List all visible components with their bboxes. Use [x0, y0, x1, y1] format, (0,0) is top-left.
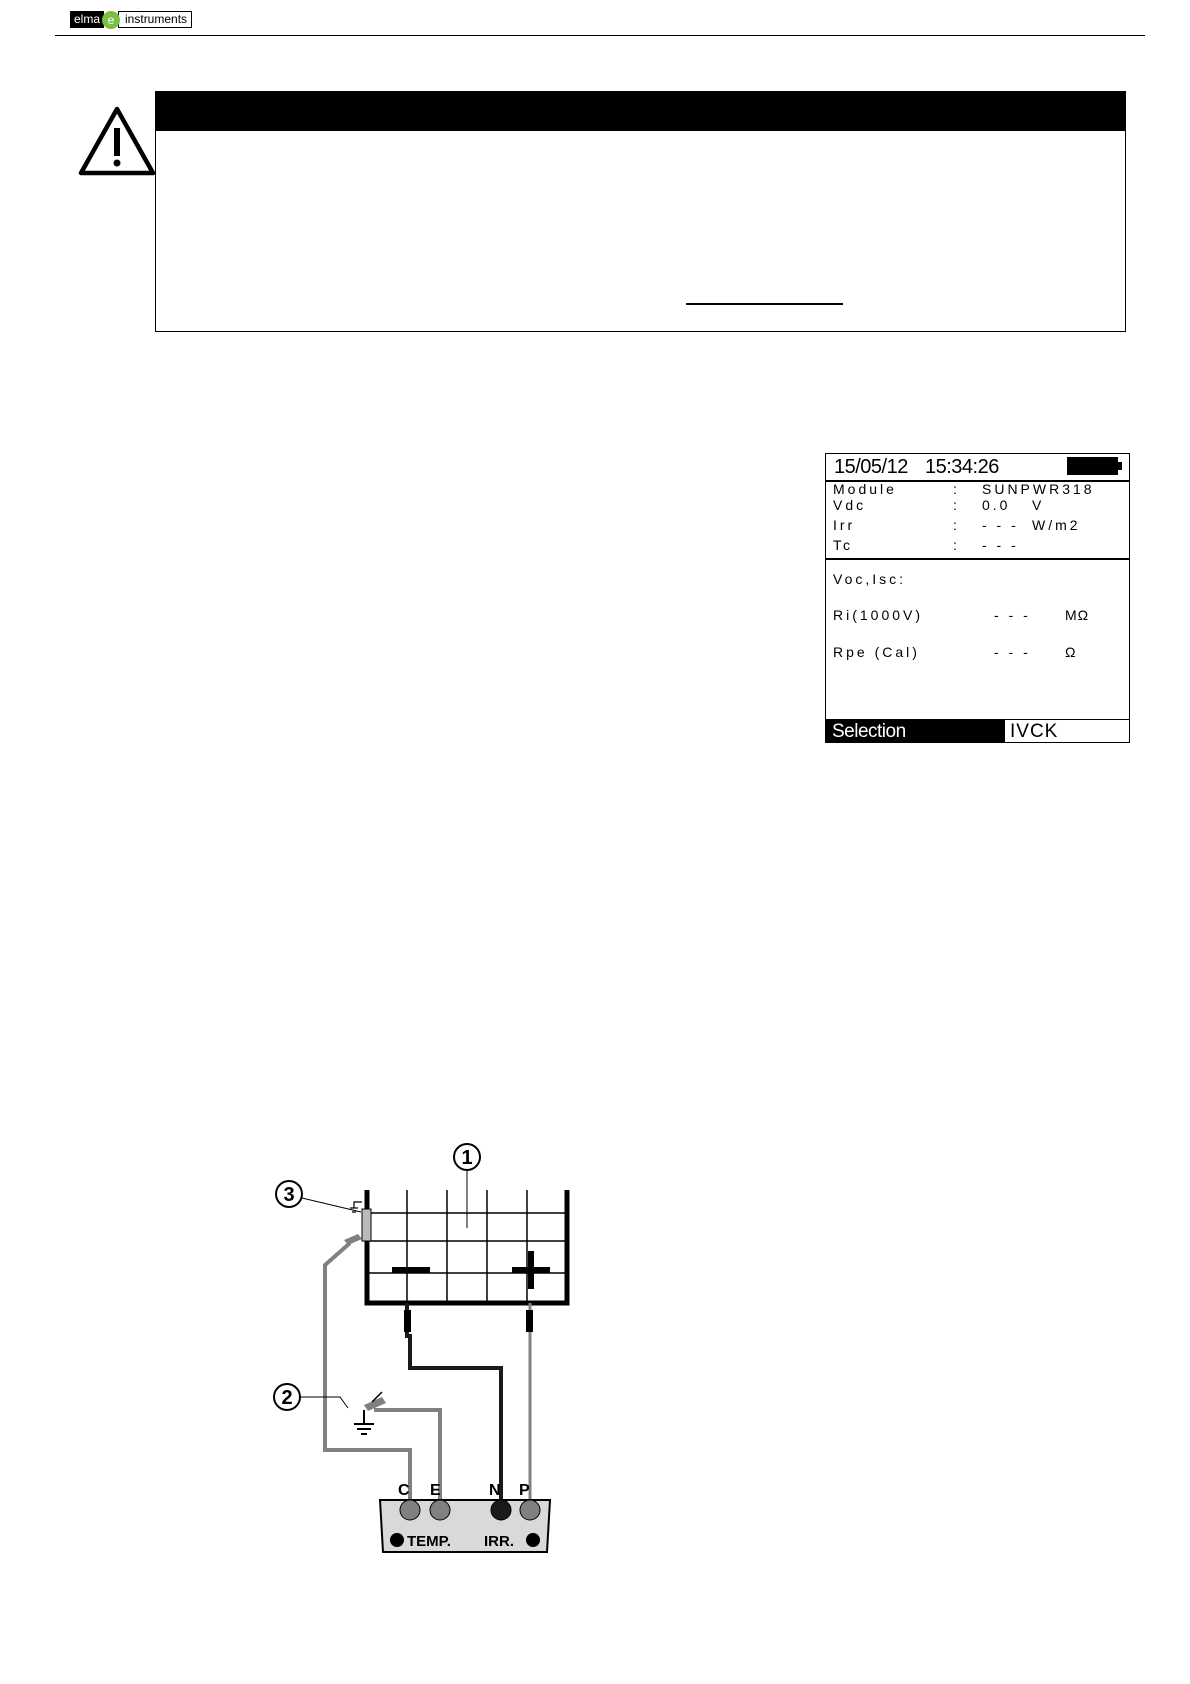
terminal-c-label: C [398, 1482, 410, 1499]
socket-c-icon [400, 1500, 420, 1520]
warning-box [155, 91, 1126, 332]
callout-2-label: 2 [281, 1387, 293, 1409]
socket-p-icon [520, 1500, 540, 1520]
irr-connector-icon [526, 1533, 540, 1547]
irr-connector-label: IRR. [484, 1533, 514, 1550]
param-irr-label: Irr [833, 517, 856, 533]
callout-1-label: 1 [461, 1147, 473, 1169]
callout-3-label: 3 [283, 1184, 295, 1206]
result-ri-label: Ri(1000V) [833, 607, 924, 623]
param-irr-unit: W/m2 [1032, 517, 1081, 533]
result-rpe-value: - - - [994, 644, 1031, 660]
ground-symbol-icon [354, 1410, 374, 1434]
result-ri-value: - - - [994, 607, 1031, 623]
param-tc-value: - - - [982, 537, 1019, 553]
terminal-p-label: P [519, 1482, 530, 1499]
param-vdc-sep: : [953, 497, 957, 513]
display-time: 15:34:26 [925, 456, 999, 478]
pv-module [367, 1170, 567, 1303]
minus-terminal-icon [392, 1267, 430, 1273]
param-vdc-unit: V [1032, 497, 1045, 513]
logo-instruments-text: instruments [118, 11, 192, 28]
softkey-bar [826, 719, 1129, 743]
display-date: 15/05/12 [834, 456, 908, 478]
result-rpe-label: Rpe (Cal) [833, 644, 920, 660]
param-tc-label: Tc [833, 537, 853, 553]
warning-triangle-icon [78, 106, 156, 176]
warning-underline-mark [686, 303, 843, 305]
warning-header-bar [156, 92, 1125, 131]
connection-diagram [262, 1140, 582, 1560]
instrument-inputs [380, 1482, 550, 1552]
temp-connector-label: TEMP. [407, 1533, 451, 1550]
result-ri-unit: MΩ [1065, 607, 1090, 623]
param-vdc-label: Vdc [833, 497, 867, 513]
result-rpe-unit: Ω [1065, 644, 1077, 660]
terminal-e-label: E [430, 1482, 441, 1499]
param-vdc-value: 0.0 [982, 497, 1011, 513]
param-irr-value: - - - [982, 517, 1019, 533]
socket-n-icon [491, 1500, 511, 1520]
softkey-selection[interactable]: Selection [826, 720, 1005, 743]
softkey-ivck[interactable]: IVCK [1010, 721, 1059, 742]
display-divider-middle [826, 558, 1129, 560]
lead-n [407, 1303, 501, 1508]
result-voc-isc-label: Voc,Isc: [833, 571, 907, 587]
header-divider [55, 35, 1145, 36]
param-module-label: Module [833, 481, 897, 497]
earth-plate-icon [362, 1209, 371, 1241]
instrument-display [825, 453, 1130, 743]
logo-elma-text: elma [70, 11, 104, 28]
logo-mark-icon: e [102, 11, 120, 29]
brand-logo [70, 11, 192, 28]
param-module-value: SUNPWR318 [982, 481, 1095, 497]
socket-e-icon [430, 1500, 450, 1520]
param-module-sep: : [953, 481, 957, 497]
param-tc-sep: : [953, 537, 957, 553]
terminal-n-label: N [489, 1482, 501, 1499]
param-irr-sep: : [953, 517, 957, 533]
battery-icon [1067, 456, 1122, 476]
temp-connector-icon [390, 1533, 404, 1547]
